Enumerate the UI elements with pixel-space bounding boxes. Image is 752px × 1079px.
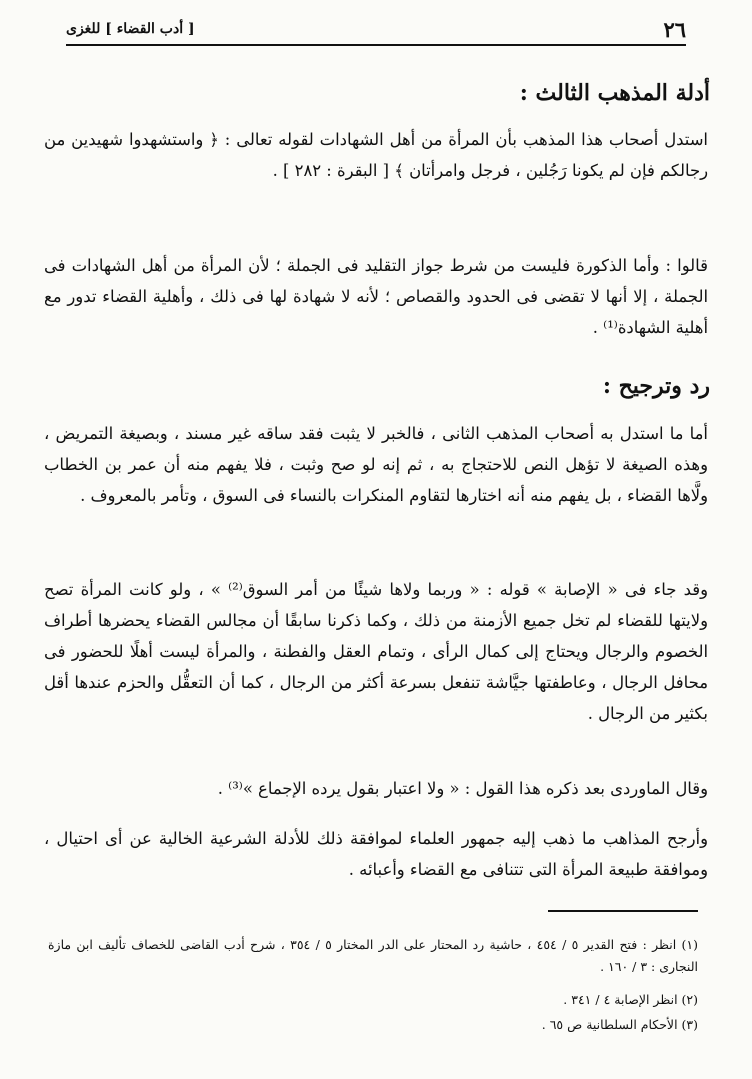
paragraph-maleness-condition: قالوا : وأما الذكورة فليست من شرط جواز التقليد فى الجملة ؛ لأن المرأة من أهل الشهادات فى الجملة ، إلا أنها لا تقضى فى الحدود والقصاص ؛ لأنه لا شهادة لها فى ذلك ، وأهلية القضاء تدور مع أهلية الشهادة⁽¹⁾ .: [44, 256, 708, 337]
section-heading-third-school-evidence: أدلة المذهب الثالث :: [519, 80, 710, 106]
footnote-2: (٢) انظر الإصابة ٤ / ٣٤١ .: [563, 992, 698, 1007]
running-header: [66, 14, 686, 46]
paragraph-quran-evidence: استدل أصحاب هذا المذهب بأن المرأة من أهل الشهادات لقوله تعالى : ﴿ واستشهدوا شهيدين من رجالكم فإن لم يكونا رَجُلين ، فرجل وامرأتان ﴾ [ البقرة : ٢٨٢ ] .: [44, 130, 708, 180]
paragraph-rebuttal-second-school: أما ما استدل به أصحاب المذهب الثانى ، فالخبر لا يثبت فقد ساقه غير مسند ، وبصيغة التمريض ، وهذه الصيغة لا تؤهل النص للاحتجاج به ، ثم إنه لو صح وثبت ، فلا يفهم منه أن عمر بن الخطاب ولَّاها القضاء ، بل يفهم منه أنه اختارها لتقاوم المنكرات بالنساء فى السوق ، وتأمر بالمعروف .: [44, 424, 708, 505]
page-number: ٢٦: [663, 16, 686, 42]
paragraph-isabah-quote: وقد جاء فى « الإصابة » قوله : « وربما ولاها شيئًا من أمر السوق⁽²⁾ » ، ولو كانت المرأة تصح ولايتها للقضاء لم تخل جميع الأزمنة من ذلك ، وكما ذكرنا سابقًا أن مجالس القضاء يحضرها أطراف الخصوم والرجال ويحتاج إلى كمال الرأى ، وتمام العقل والفطنة ، والمرأة ليست أهلًا للحضور فى محافل الرجال ، وعاطفتها جيَّاشة تنفعل بسرعة أكثر من الرجال ، كما أن التعقُّل والحزم عندها أقل بكثير من الرجال .: [44, 580, 709, 723]
footnote-3: (٣) الأحكام السلطانية ص ٦٥ .: [541, 1017, 698, 1032]
section-heading-rebuttal: رد وترجيح :: [602, 373, 710, 399]
footnote-separator: [548, 910, 698, 912]
running-title: [ أدب القضاء ] للغزى: [66, 21, 195, 37]
footnote-1: (١) انظر : فتح القدير ٥ / ٤٥٤ ، حاشية رد المحتار على الدر المختار ٥ / ٣٥٤ ، شرح أدب القاضى للخصاف تأليف ابن مازة النجارى : ٣ / ١٦٠ .: [48, 937, 698, 974]
paragraph-mawardi-quote: وقال الماوردى بعد ذكره هذا القول : « ولا اعتبار بقول يرده الإجماع »⁽³⁾ .: [217, 779, 708, 798]
paragraph-preferred-opinion: وأرجح المذاهب ما ذهب إليه جمهور العلماء لموافقة ذلك للأدلة الشرعية الخالية عن أى احتيال ، وموافقة طبيعة المرأة التى تتنافى مع القضاء وأعبائه .: [44, 829, 708, 879]
